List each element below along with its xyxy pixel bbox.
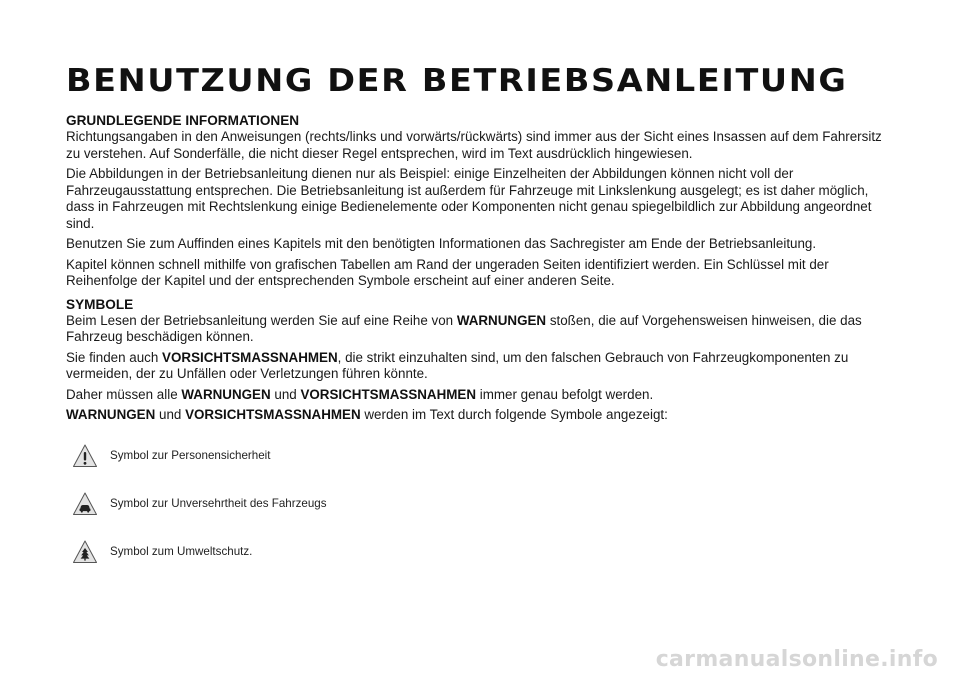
section-heading-basic-info: GRUNDLEGENDE INFORMATIONEN xyxy=(66,113,300,128)
manual-page xyxy=(66,62,896,576)
warning-car-icon xyxy=(72,491,98,517)
warning-person-icon xyxy=(72,443,98,469)
paragraph-directions: Richtungsangaben in den Anweisungen (rechts/links und vorwärts/rückwärts) sind immer aus der Sicht eines Insassen auf dem Fahrersitz zu verstehen. Auf Sonderfälle, die nicht dieser Regel entsprechen, wird im Text ausdrücklich hingewiesen. xyxy=(66,129,882,161)
paragraph-warnings: Beim Lesen der Betriebsanleitung werden Sie auf eine Reihe von WARNUNGEN stoßen, die auf Vorgehensweisen hinweisen, die das Fahrzeug beschädigen können. xyxy=(66,312,862,344)
symbol-item-vehicle-safety xyxy=(72,480,896,528)
page-title: BENUTZUNG DER BETRIEBSANLEITUNG xyxy=(66,63,848,99)
symbol-label: Symbol zur Personensicherheit xyxy=(110,449,271,462)
paragraph-follow: Daher müssen alle WARNUNGEN und VORSICHTSMASSNAHMEN immer genau befolgt werden. xyxy=(66,386,654,402)
section-heading-symbols: SYMBOLE xyxy=(66,296,134,312)
paragraph-precautions: Sie finden auch VORSICHTSMASSNAHMEN, die strikt einzuhalten sind, um den falschen Gebrauch von Fahrzeugkomponenten zu vermeiden, der zu Unfällen oder Verletzungen führen könnte. xyxy=(66,349,849,381)
symbol-list xyxy=(66,432,896,576)
paragraph-symbol-intro: WARNUNGEN und VORSICHTSMASSNAHMEN werden im Text durch folgende Symbole angezeigt: xyxy=(66,407,668,422)
paragraph-index: Benutzen Sie zum Auffinden eines Kapitels mit den benötigten Informationen das Sachregister am Ende der Betriebsanleitung. xyxy=(66,236,817,251)
symbol-item-personal-safety xyxy=(72,432,896,480)
paragraph-chapters: Kapitel können schnell mithilfe von grafischen Tabellen am Rand der ungeraden Seiten identifiziert werden. Ein Schlüssel mit der Reihenfolge der Kapitel und der entsprechenden Symbole erscheint auf einer anderen Seite. xyxy=(66,256,829,288)
paragraph-illustrations: Die Abbildungen in der Betriebsanleitung dienen nur als Beispiel: einige Einzelheiten der Abbildungen können nicht voll der Fahrzeugausstattung entsprechen. Die Betriebsanleitung ist außerdem für Fahrzeuge mit Linkslenkung ausgelegt; es ist daher möglich, dass in Fahrzeugen mit Rechtslenkung einige Bedienelemente oder Komponenten nicht genau spiegelbildlich zur Abbildung angeordnet sind. xyxy=(66,166,872,231)
watermark: carmanualsonline.info xyxy=(655,647,938,672)
warning-tree-icon xyxy=(72,539,98,565)
symbol-label: Symbol zum Umweltschutz. xyxy=(110,545,253,558)
symbol-label: Symbol zur Unversehrtheit des Fahrzeugs xyxy=(110,497,327,510)
symbol-item-environment xyxy=(72,528,896,576)
